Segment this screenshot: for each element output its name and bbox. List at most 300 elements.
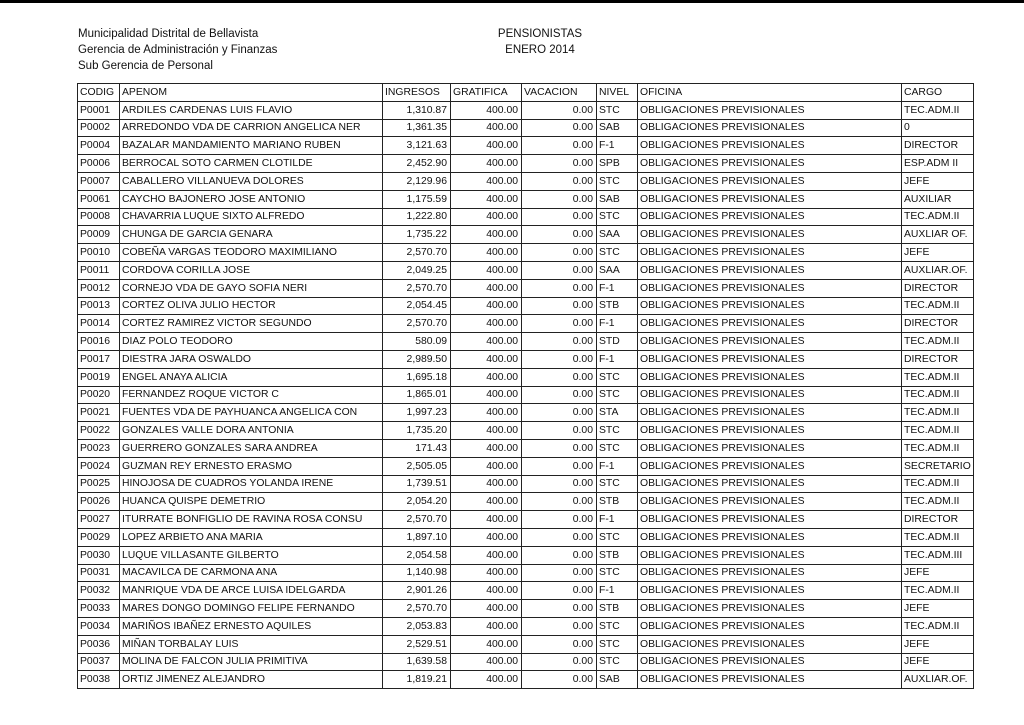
- subdepartment-name: Sub Gerencia de Personal: [78, 60, 213, 72]
- cell-apenom: FERNANDEZ ROQUE VICTOR C: [120, 386, 383, 404]
- cell-vacacion: 0.00: [522, 261, 597, 279]
- cell-nivel: F-1: [597, 279, 638, 297]
- cell-gratifica: 400.00: [451, 137, 522, 155]
- table-row: [78, 475, 974, 493]
- cell-apenom: CAYCHO BAJONERO JOSE ANTONIO: [120, 190, 383, 208]
- cell-gratifica: 400.00: [451, 208, 522, 226]
- cell-vacacion: 0.00: [522, 119, 597, 137]
- cell-apenom: GUZMAN REY ERNESTO ERASMO: [120, 457, 383, 475]
- cell-apenom: BAZALAR MANDAMIENTO MARIANO RUBEN: [120, 137, 383, 155]
- cell-ingresos: 580.09: [383, 333, 451, 351]
- cell-ingresos: 2,901.26: [383, 582, 451, 600]
- cell-apenom: FUENTES VDA DE PAYHUANCA ANGELICA CON: [120, 404, 383, 422]
- cell-nivel: STC: [597, 528, 638, 546]
- cell-apenom: ORTIZ JIMENEZ ALEJANDRO: [120, 671, 383, 689]
- column-header-gratifica: GRATIFICA: [451, 84, 522, 102]
- cell-ingresos: 1,735.22: [383, 226, 451, 244]
- cell-nivel: STA: [597, 404, 638, 422]
- cell-cargo: TEC.ADM.II: [902, 386, 974, 404]
- cell-vacacion: 0.00: [522, 244, 597, 262]
- cell-oficina: OBLIGACIONES PREVISIONALES: [638, 511, 902, 529]
- cell-ingresos: 2,989.50: [383, 350, 451, 368]
- cell-oficina: OBLIGACIONES PREVISIONALES: [638, 564, 902, 582]
- table-row: [78, 546, 974, 564]
- cell-gratifica: 400.00: [451, 190, 522, 208]
- cell-nivel: SAA: [597, 226, 638, 244]
- cell-apenom: CORTEZ OLIVA JULIO HECTOR: [120, 297, 383, 315]
- cell-gratifica: 400.00: [451, 155, 522, 173]
- table-row: [78, 101, 974, 119]
- cell-cargo: TEC.ADM.II: [902, 475, 974, 493]
- document-header: [78, 26, 277, 74]
- cell-apenom: CHUNGA DE GARCIA GENARA: [120, 226, 383, 244]
- cell-cargo: TEC.ADM.II: [902, 101, 974, 119]
- cell-gratifica: 400.00: [451, 297, 522, 315]
- cell-nivel: STC: [597, 208, 638, 226]
- cell-nivel: SAB: [597, 671, 638, 689]
- cell-nivel: STC: [597, 564, 638, 582]
- cell-gratifica: 400.00: [451, 582, 522, 600]
- cell-apenom: CORDOVA CORILLA JOSE: [120, 261, 383, 279]
- cell-vacacion: 0.00: [522, 226, 597, 244]
- cell-codig: P0031: [78, 564, 120, 582]
- cell-apenom: DIAZ POLO TEODORO: [120, 333, 383, 351]
- cell-oficina: OBLIGACIONES PREVISIONALES: [638, 333, 902, 351]
- cell-nivel: STC: [597, 439, 638, 457]
- cell-nivel: STC: [597, 635, 638, 653]
- cell-ingresos: 2,505.05: [383, 457, 451, 475]
- cell-vacacion: 0.00: [522, 671, 597, 689]
- cell-oficina: OBLIGACIONES PREVISIONALES: [638, 368, 902, 386]
- cell-codig: P0027: [78, 511, 120, 529]
- cell-vacacion: 0.00: [522, 439, 597, 457]
- table-row: [78, 653, 974, 671]
- table-row: [78, 457, 974, 475]
- column-header-vacacion: VACACION: [522, 84, 597, 102]
- cell-gratifica: 400.00: [451, 172, 522, 190]
- cell-cargo: DIRECTOR: [902, 279, 974, 297]
- cell-apenom: DIESTRA JARA OSWALDO: [120, 350, 383, 368]
- report-period: ENERO 2014: [505, 44, 575, 56]
- cell-ingresos: 2,452.90: [383, 155, 451, 173]
- cell-cargo: JEFE: [902, 600, 974, 618]
- table-row: [78, 582, 974, 600]
- cell-codig: P0014: [78, 315, 120, 333]
- cell-cargo: TEC.ADM.II: [902, 297, 974, 315]
- cell-codig: P0006: [78, 155, 120, 173]
- cell-ingresos: 1,739.51: [383, 475, 451, 493]
- table-row: [78, 635, 974, 653]
- column-header-oficina: OFICINA: [638, 84, 902, 102]
- cell-cargo: DIRECTOR: [902, 511, 974, 529]
- cell-vacacion: 0.00: [522, 101, 597, 119]
- cell-vacacion: 0.00: [522, 564, 597, 582]
- cell-ingresos: 1,865.01: [383, 386, 451, 404]
- cell-ingresos: 3,121.63: [383, 137, 451, 155]
- cell-oficina: OBLIGACIONES PREVISIONALES: [638, 137, 902, 155]
- column-header-ingresos: INGRESOS: [383, 84, 451, 102]
- cell-oficina: OBLIGACIONES PREVISIONALES: [638, 546, 902, 564]
- cell-ingresos: 1,140.98: [383, 564, 451, 582]
- cell-nivel: SAA: [597, 261, 638, 279]
- cell-nivel: STC: [597, 101, 638, 119]
- cell-cargo: JEFE: [902, 564, 974, 582]
- cell-apenom: HUANCA QUISPE DEMETRIO: [120, 493, 383, 511]
- cell-cargo: TEC.ADM.II: [902, 208, 974, 226]
- cell-codig: P0009: [78, 226, 120, 244]
- cell-gratifica: 400.00: [451, 653, 522, 671]
- cell-oficina: OBLIGACIONES PREVISIONALES: [638, 493, 902, 511]
- table-row: [78, 279, 974, 297]
- cell-gratifica: 400.00: [451, 368, 522, 386]
- cell-oficina: OBLIGACIONES PREVISIONALES: [638, 635, 902, 653]
- table-row: [78, 226, 974, 244]
- cell-codig: P0004: [78, 137, 120, 155]
- cell-apenom: GUERRERO GONZALES SARA ANDREA: [120, 439, 383, 457]
- cell-vacacion: 0.00: [522, 528, 597, 546]
- cell-gratifica: 400.00: [451, 261, 522, 279]
- cell-gratifica: 400.00: [451, 350, 522, 368]
- cell-apenom: MIÑAN TORBALAY LUIS: [120, 635, 383, 653]
- table-row: [78, 386, 974, 404]
- cell-codig: P0036: [78, 635, 120, 653]
- cell-apenom: ENGEL ANAYA ALICIA: [120, 368, 383, 386]
- cell-vacacion: 0.00: [522, 172, 597, 190]
- cell-apenom: CABALLERO VILLANUEVA DOLORES: [120, 172, 383, 190]
- column-header-cargo: CARGO: [902, 84, 974, 102]
- cell-oficina: OBLIGACIONES PREVISIONALES: [638, 404, 902, 422]
- cell-nivel: F-1: [597, 511, 638, 529]
- table-row: [78, 350, 974, 368]
- cell-nivel: STB: [597, 600, 638, 618]
- cell-nivel: STB: [597, 493, 638, 511]
- cell-oficina: OBLIGACIONES PREVISIONALES: [638, 439, 902, 457]
- cell-codig: P0023: [78, 439, 120, 457]
- table-row: [78, 671, 974, 689]
- table-row: [78, 261, 974, 279]
- table-row: [78, 422, 974, 440]
- cell-gratifica: 400.00: [451, 333, 522, 351]
- cell-vacacion: 0.00: [522, 279, 597, 297]
- report-title-block: [470, 26, 610, 58]
- cell-apenom: CHAVARRIA LUQUE SIXTO ALFREDO: [120, 208, 383, 226]
- cell-oficina: OBLIGACIONES PREVISIONALES: [638, 190, 902, 208]
- cell-gratifica: 400.00: [451, 493, 522, 511]
- cell-nivel: STB: [597, 297, 638, 315]
- cell-cargo: 0: [902, 119, 974, 137]
- cell-vacacion: 0.00: [522, 457, 597, 475]
- cell-cargo: TEC.ADM.II: [902, 528, 974, 546]
- cell-ingresos: 1,639.58: [383, 653, 451, 671]
- cell-oficina: OBLIGACIONES PREVISIONALES: [638, 279, 902, 297]
- cell-gratifica: 400.00: [451, 600, 522, 618]
- cell-nivel: F-1: [597, 315, 638, 333]
- cell-vacacion: 0.00: [522, 617, 597, 635]
- cell-codig: P0017: [78, 350, 120, 368]
- cell-gratifica: 400.00: [451, 279, 522, 297]
- cell-codig: P0022: [78, 422, 120, 440]
- cell-codig: P0008: [78, 208, 120, 226]
- table-row: [78, 208, 974, 226]
- cell-apenom: MARES DONGO DOMINGO FELIPE FERNANDO: [120, 600, 383, 618]
- cell-vacacion: 0.00: [522, 368, 597, 386]
- cell-codig: P0061: [78, 190, 120, 208]
- cell-codig: P0021: [78, 404, 120, 422]
- cell-apenom: COBEÑA VARGAS TEODORO MAXIMILIANO: [120, 244, 383, 262]
- cell-apenom: MARIÑOS IBAÑEZ ERNESTO AQUILES: [120, 617, 383, 635]
- cell-codig: P0034: [78, 617, 120, 635]
- cell-codig: P0001: [78, 101, 120, 119]
- cell-codig: P0010: [78, 244, 120, 262]
- column-header-nivel: NIVEL: [597, 84, 638, 102]
- cell-codig: P0033: [78, 600, 120, 618]
- cell-cargo: AUXILIAR: [902, 190, 974, 208]
- cell-cargo: TEC.ADM.II: [902, 368, 974, 386]
- table-row: [78, 315, 974, 333]
- cell-apenom: LOPEZ ARBIETO ANA MARIA: [120, 528, 383, 546]
- cell-vacacion: 0.00: [522, 600, 597, 618]
- cell-gratifica: 400.00: [451, 564, 522, 582]
- cell-oficina: OBLIGACIONES PREVISIONALES: [638, 172, 902, 190]
- cell-apenom: MOLINA DE FALCON JULIA PRIMITIVA: [120, 653, 383, 671]
- cell-nivel: STC: [597, 653, 638, 671]
- table-row: [78, 528, 974, 546]
- cell-apenom: MACAVILCA DE CARMONA ANA: [120, 564, 383, 582]
- cell-codig: P0024: [78, 457, 120, 475]
- department-name: Gerencia de Administración y Finanzas: [78, 44, 278, 56]
- cell-cargo: TEC.ADM.II: [902, 582, 974, 600]
- cell-gratifica: 400.00: [451, 315, 522, 333]
- cell-codig: P0030: [78, 546, 120, 564]
- cell-gratifica: 400.00: [451, 475, 522, 493]
- cell-codig: P0037: [78, 653, 120, 671]
- table-row: [78, 244, 974, 262]
- table-header-row: [78, 84, 974, 102]
- cell-ingresos: 2,570.70: [383, 315, 451, 333]
- cell-gratifica: 400.00: [451, 119, 522, 137]
- cell-codig: P0002: [78, 119, 120, 137]
- cell-vacacion: 0.00: [522, 653, 597, 671]
- cell-ingresos: 2,053.83: [383, 617, 451, 635]
- cell-ingresos: 1,997.23: [383, 404, 451, 422]
- cell-ingresos: 1,361.35: [383, 119, 451, 137]
- cell-nivel: STC: [597, 617, 638, 635]
- cell-gratifica: 400.00: [451, 439, 522, 457]
- table-row: [78, 155, 974, 173]
- cell-vacacion: 0.00: [522, 137, 597, 155]
- cell-nivel: F-1: [597, 457, 638, 475]
- cell-ingresos: 1,897.10: [383, 528, 451, 546]
- cell-codig: P0013: [78, 297, 120, 315]
- table-row: [78, 368, 974, 386]
- cell-gratifica: 400.00: [451, 386, 522, 404]
- table-row: [78, 137, 974, 155]
- cell-oficina: OBLIGACIONES PREVISIONALES: [638, 155, 902, 173]
- cell-ingresos: 2,049.25: [383, 261, 451, 279]
- cell-ingresos: 2,529.51: [383, 635, 451, 653]
- cell-gratifica: 400.00: [451, 511, 522, 529]
- cell-nivel: F-1: [597, 582, 638, 600]
- cell-codig: P0019: [78, 368, 120, 386]
- cell-oficina: OBLIGACIONES PREVISIONALES: [638, 671, 902, 689]
- cell-ingresos: 2,129.96: [383, 172, 451, 190]
- cell-nivel: STC: [597, 368, 638, 386]
- cell-vacacion: 0.00: [522, 350, 597, 368]
- pensioners-table: [77, 83, 974, 689]
- report-title: PENSIONISTAS: [497, 28, 583, 40]
- cell-apenom: HINOJOSA DE CUADROS YOLANDA IRENE: [120, 475, 383, 493]
- cell-codig: P0025: [78, 475, 120, 493]
- cell-vacacion: 0.00: [522, 404, 597, 422]
- cell-oficina: OBLIGACIONES PREVISIONALES: [638, 528, 902, 546]
- cell-gratifica: 400.00: [451, 457, 522, 475]
- table-row: [78, 404, 974, 422]
- cell-cargo: TEC.ADM.II: [902, 422, 974, 440]
- column-header-apenom: APENOM: [120, 84, 383, 102]
- cell-nivel: STC: [597, 475, 638, 493]
- table-row: [78, 333, 974, 351]
- cell-oficina: OBLIGACIONES PREVISIONALES: [638, 457, 902, 475]
- cell-gratifica: 400.00: [451, 244, 522, 262]
- cell-apenom: MANRIQUE VDA DE ARCE LUISA IDELGARDA: [120, 582, 383, 600]
- cell-oficina: OBLIGACIONES PREVISIONALES: [638, 244, 902, 262]
- cell-ingresos: 2,054.20: [383, 493, 451, 511]
- cell-cargo: JEFE: [902, 172, 974, 190]
- cell-vacacion: 0.00: [522, 333, 597, 351]
- cell-oficina: OBLIGACIONES PREVISIONALES: [638, 350, 902, 368]
- cell-vacacion: 0.00: [522, 511, 597, 529]
- cell-nivel: SPB: [597, 155, 638, 173]
- cell-gratifica: 400.00: [451, 617, 522, 635]
- cell-ingresos: 2,054.58: [383, 546, 451, 564]
- cell-cargo: SECRETARIO: [902, 457, 974, 475]
- cell-nivel: STC: [597, 244, 638, 262]
- table-row: [78, 493, 974, 511]
- cell-oficina: OBLIGACIONES PREVISIONALES: [638, 226, 902, 244]
- cell-vacacion: 0.00: [522, 297, 597, 315]
- cell-cargo: TEC.ADM.II: [902, 404, 974, 422]
- table-row: [78, 297, 974, 315]
- cell-gratifica: 400.00: [451, 671, 522, 689]
- cell-vacacion: 0.00: [522, 635, 597, 653]
- cell-vacacion: 0.00: [522, 582, 597, 600]
- cell-apenom: BERROCAL SOTO CARMEN CLOTILDE: [120, 155, 383, 173]
- cell-nivel: SAB: [597, 119, 638, 137]
- cell-oficina: OBLIGACIONES PREVISIONALES: [638, 208, 902, 226]
- cell-ingresos: 2,570.70: [383, 279, 451, 297]
- cell-codig: P0032: [78, 582, 120, 600]
- cell-gratifica: 400.00: [451, 404, 522, 422]
- cell-ingresos: 2,570.70: [383, 600, 451, 618]
- cell-cargo: AUXLIAR.OF.: [902, 261, 974, 279]
- cell-cargo: JEFE: [902, 244, 974, 262]
- cell-ingresos: 1,735.20: [383, 422, 451, 440]
- cell-cargo: TEC.ADM.II: [902, 493, 974, 511]
- cell-apenom: LUQUE VILLASANTE GILBERTO: [120, 546, 383, 564]
- cell-cargo: DIRECTOR: [902, 350, 974, 368]
- cell-apenom: CORTEZ RAMIREZ VICTOR SEGUNDO: [120, 315, 383, 333]
- cell-codig: P0016: [78, 333, 120, 351]
- cell-ingresos: 1,819.21: [383, 671, 451, 689]
- cell-cargo: ESP.ADM II: [902, 155, 974, 173]
- cell-cargo: TEC.ADM.II: [902, 439, 974, 457]
- cell-gratifica: 400.00: [451, 528, 522, 546]
- cell-vacacion: 0.00: [522, 493, 597, 511]
- cell-oficina: OBLIGACIONES PREVISIONALES: [638, 582, 902, 600]
- cell-vacacion: 0.00: [522, 190, 597, 208]
- cell-nivel: STC: [597, 172, 638, 190]
- table-row: [78, 190, 974, 208]
- table-row: [78, 600, 974, 618]
- cell-oficina: OBLIGACIONES PREVISIONALES: [638, 386, 902, 404]
- cell-vacacion: 0.00: [522, 208, 597, 226]
- cell-oficina: OBLIGACIONES PREVISIONALES: [638, 261, 902, 279]
- table-row: [78, 511, 974, 529]
- cell-nivel: STB: [597, 546, 638, 564]
- cell-oficina: OBLIGACIONES PREVISIONALES: [638, 475, 902, 493]
- cell-oficina: OBLIGACIONES PREVISIONALES: [638, 297, 902, 315]
- cell-vacacion: 0.00: [522, 546, 597, 564]
- cell-cargo: JEFE: [902, 653, 974, 671]
- cell-nivel: F-1: [597, 350, 638, 368]
- cell-ingresos: 1,310.87: [383, 101, 451, 119]
- cell-oficina: OBLIGACIONES PREVISIONALES: [638, 315, 902, 333]
- cell-oficina: OBLIGACIONES PREVISIONALES: [638, 422, 902, 440]
- cell-ingresos: 1,222.80: [383, 208, 451, 226]
- cell-codig: P0029: [78, 528, 120, 546]
- cell-nivel: STC: [597, 386, 638, 404]
- cell-apenom: GONZALES VALLE DORA ANTONIA: [120, 422, 383, 440]
- cell-ingresos: 2,570.70: [383, 511, 451, 529]
- cell-codig: P0020: [78, 386, 120, 404]
- cell-vacacion: 0.00: [522, 475, 597, 493]
- table-row: [78, 439, 974, 457]
- cell-cargo: TEC.ADM.II: [902, 333, 974, 351]
- cell-cargo: DIRECTOR: [902, 315, 974, 333]
- cell-vacacion: 0.00: [522, 386, 597, 404]
- cell-vacacion: 0.00: [522, 422, 597, 440]
- cell-cargo: AUXLIAR.OF.: [902, 671, 974, 689]
- cell-vacacion: 0.00: [522, 315, 597, 333]
- cell-gratifica: 400.00: [451, 422, 522, 440]
- institution-name: Municipalidad Distrital de Bellavista: [78, 28, 259, 40]
- cell-oficina: OBLIGACIONES PREVISIONALES: [638, 119, 902, 137]
- table-row: [78, 119, 974, 137]
- cell-apenom: ITURRATE BONFIGLIO DE RAVINA ROSA CONSU: [120, 511, 383, 529]
- cell-nivel: STD: [597, 333, 638, 351]
- cell-cargo: AUXLIAR OF.: [902, 226, 974, 244]
- column-header-codig: CODIG: [78, 84, 120, 102]
- cell-oficina: OBLIGACIONES PREVISIONALES: [638, 653, 902, 671]
- cell-codig: P0012: [78, 279, 120, 297]
- cell-cargo: TEC.ADM.II: [902, 617, 974, 635]
- cell-codig: P0038: [78, 671, 120, 689]
- cell-cargo: DIRECTOR: [902, 137, 974, 155]
- cell-gratifica: 400.00: [451, 635, 522, 653]
- cell-gratifica: 400.00: [451, 226, 522, 244]
- cell-nivel: STC: [597, 422, 638, 440]
- cell-oficina: OBLIGACIONES PREVISIONALES: [638, 617, 902, 635]
- table-row: [78, 564, 974, 582]
- top-border-line: [0, 0, 1024, 3]
- table-body: [78, 101, 974, 688]
- cell-apenom: ARDILES CARDENAS LUIS FLAVIO: [120, 101, 383, 119]
- cell-ingresos: 1,695.18: [383, 368, 451, 386]
- cell-apenom: ARREDONDO VDA DE CARRION ANGELICA NER: [120, 119, 383, 137]
- cell-codig: P0011: [78, 261, 120, 279]
- cell-ingresos: 1,175.59: [383, 190, 451, 208]
- cell-ingresos: 2,570.70: [383, 244, 451, 262]
